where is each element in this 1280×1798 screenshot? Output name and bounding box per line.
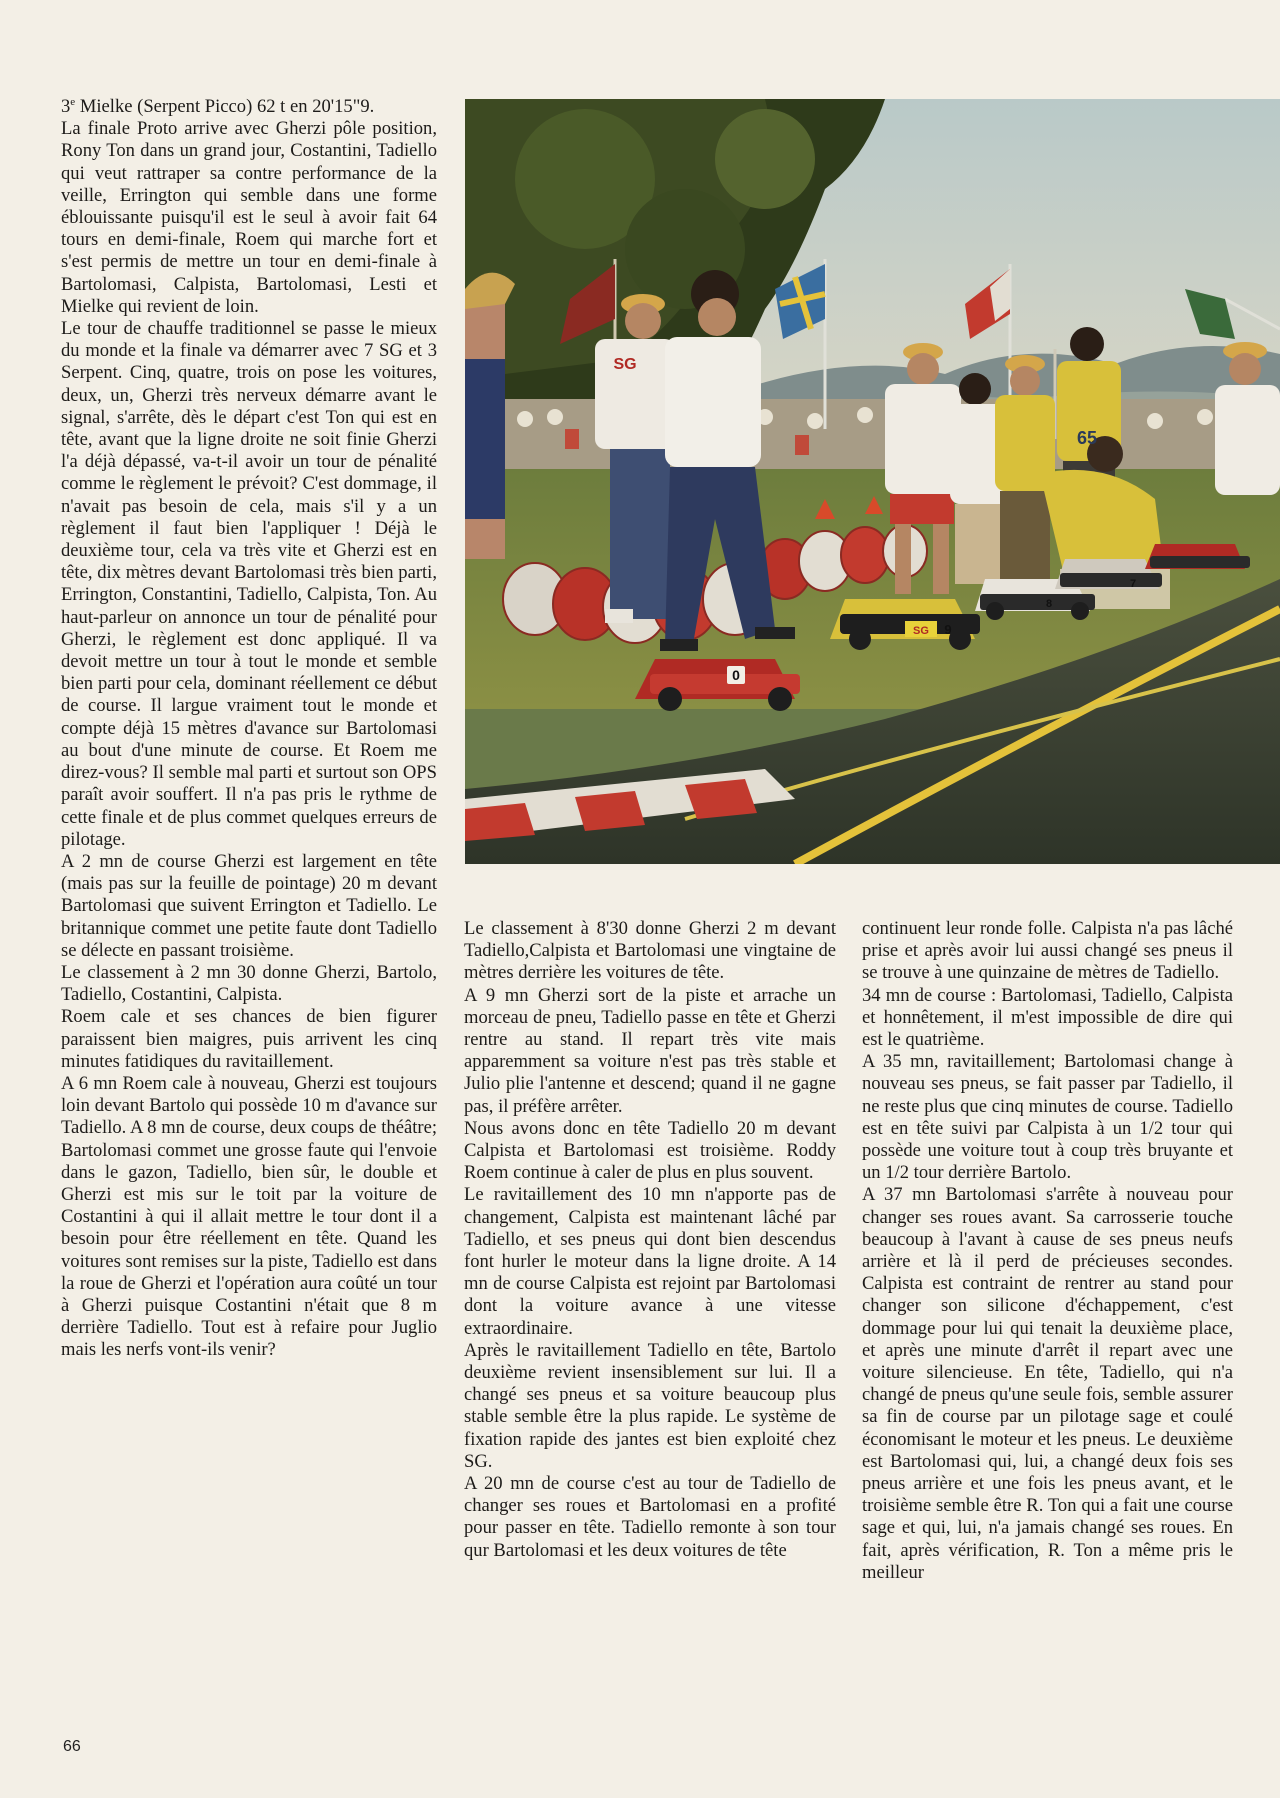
article-column-1 [61, 96, 437, 1362]
paragraph: Le tour de chauffe traditionnel se passe le mieux du monde et la finale va démarrer avec 7 SG et 3 Serpent. Cinq, quatre, trois on pose les voitures, deux, un, Gherzi très nerveux démarre avant le signal, s'arrête, dès le départ c'est Ton qui est en tête, avant que la ligne droite ne soit finie Gherzi l'a déjà dépassé, va-t-il avoir un tour de pénalité comme le règlement le prévoit? C'est dommage, il n'avait pas besoin de cela, mais s'il y a un règlement il faut bien l'appliquer ! Déjà le deuxième tour, cela va très vite et Gherzi est en tête, dix mètres devant Bartolomasi très bien parti, Errington, Constantini, Tadiello, Calpista, Ton. Au haut-parleur on annonce un tour de pénalité pour Gherzi, le règlement est donc appliqué. Il va devoit mettre un tour à tout le monde et semble bien parti pour cela, dominant réellement ce début de course. Il largue vraiment tout le monde et compte déjà 15 mètres d'avance sur Bartolomasi au bout d'une minute de course. Et Roem me direz-vous? Il semble mal parti et surtout son OPS paraît avoir souffert. Il n'a pas pris le rythme de cette finale et de plus commet quelques erreurs de pilotage. [61, 318, 437, 850]
car-number: 8 [1045, 598, 1053, 610]
paragraph: 3e Mielke (Serpent Picco) 62 t en 20'15"9. [61, 95, 375, 117]
paragraph: Nous avons donc en tête Tadiello 20 m devant Calpista et Bartolomasi est troisième. Roddy Roem continue à caler de plus en plus souvent. [464, 1117, 836, 1184]
paragraph: A 6 mn Roem cale à nouveau, Gherzi est toujours loin devant Bartolo qui possède 10 m d'avance sur Tadiello. A 8 mn de course, deux coups de théâtre; Bartolomasi commet une grosse faute qui l'envoie dans le gazon, Tadiello, bien sûr, le double et Gherzi est mis sur le toit par la voiture de Costantini à qui il allait mettre le tour dont il a besoin pour être réellement en tête. Quand les voitures sont remises sur la piste, Tadiello est dans la roue de Gherzi et l'opération aura coûté un tour à Gherzi puisque Costantini n'était que 8 m derrière Tadiello. Tout est à refaire pour Juglio mais les nerfs vont-ils venir? [61, 1072, 437, 1361]
paragraph: 34 mn de course : Bartolomasi, Tadiello, Calpista et honnêtement, il m'est impossible de dire qui est le quatrième. [862, 984, 1233, 1051]
paragraph: A 37 mn Bartolomasi s'arrête à nouveau pour changer ses roues avant. Sa carrosserie touche beaucoup à l'avant à cause de ses pneus neufs arrière et là il perd de précieuses secondes. Calpista est contraint de rentrer au stand pour changer son silicone d'échappement, c'est dommage pour lui qui tenait la deuxième place, et après une minute d'arrêt il repart avec une voiture silencieuse. En tête, Tadiello, qui n'a changé de pneus qu'une seule fois, semble assurer sa fin de course par un pilotage sage et coulé économisant le moteur et les pneus. Le deuxième est Bartolomasi qui, lui, a changé deux fois ses pneus arrière et une fois les pneus avant, et le troisième semble être R. Ton qui a fait une course sage et qui, lui, n'a jamais changé ses roues. En fait, après vérification, R. Ton a même pris le meilleur [862, 1184, 1233, 1583]
paragraph: Le classement à 8'30 donne Gherzi 2 m devant Tadiello,Calpista et Bartolomasi une vingtaine de mètres derrière les voitures de tête. [464, 918, 836, 984]
paragraph: A 35 mn, ravitaillement; Bartolomasi change à nouveau ses pneus, se fait passer par Tadiello, il ne reste plus que cinq minutes de course. Tadiello est en tête suivi par Calpista à un 1/2 tour qui possède une voiture tout à coup très bruyante et un 1/2 tour derrière Bartolo. [862, 1051, 1233, 1184]
car-number: 7 [1129, 578, 1137, 590]
article-column-3 [862, 918, 1233, 1584]
paragraph: Roem cale et ses chances de bien figurer paraissent bien maigres, puis arrivent les cinq minutes fatidiques du ravitaillement. [61, 1006, 437, 1072]
paragraph: A 9 mn Gherzi sort de la piste et arrache un morceau de pneu, Tadiello passe en tête et Gherzi rentre au stand. Il repart très vite mais apparemment sa voiture n'est pas très stable et Julio plie l'antenne et descend; quand il ne gagne pas, il préfère arrêter. [464, 984, 836, 1117]
race-photo [465, 99, 1280, 864]
paragraph: Après le ravitaillement Tadiello en tête, Bartolo deuxième revient insensiblement sur lui. Il a changé ses pneus et sa voiture beaucoup plus stable semble être la plus rapide. Le système de fixation rapide des jantes est bien exploité chez SG. [464, 1339, 836, 1472]
car-number: 0 [732, 667, 740, 683]
paragraph: A 20 mn de course c'est au tour de Tadiello de changer ses roues et Bartolomasi en a profité pour passer en tête. Tadiello remonte à son tour qur Bartolomasi et les deux voitures de tête [464, 1473, 836, 1561]
paragraph: Le classement à 2 mn 30 donne Gherzi, Bartolo, Tadiello, Costantini, Calpista. [61, 961, 437, 1006]
page-number: 66 [63, 1738, 81, 1755]
jersey-number: 65 [1076, 428, 1098, 448]
paragraph: continuent leur ronde folle. Calpista n'a pas lâché prise et après avoir lui aussi changé ses pneus il se trouve à une quinzaine de mètres de Tadiello. [862, 918, 1233, 984]
car-number: 9 [944, 622, 952, 637]
paragraph: A 2 mn de course Gherzi est largement en tête (mais pas sur la feuille de pointage) 20 m devant Bartolomasi que suivent Errington et Tadiello. Le britannique commet une petite faute dont Tadiello se délecte en passant troisième. [61, 850, 437, 961]
shirt-logo: SG [613, 356, 637, 373]
paragraph: Le ravitaillement des 10 mn n'apporte pas de changement, Calpista est maintenant lâché par Tadiello, et ses pneus qui dont bien descendus font hurler le moteur dans la ligne droite. A 14 mn de course Calpista est rejoint par Bartolomasi dont la voiture avance à une vitesse extraordinaire. [464, 1184, 836, 1339]
car-logo: SG [913, 625, 929, 637]
paragraph: La finale Proto arrive avec Gherzi pôle position, Rony Ton dans un grand jour, Costantini, Tadiello qui veut rattraper sa contre performance de la veille, Errington qui semble dans une forme éblouissante puisqu'il est le seul à avoir fait 64 tours en demi-finale, Roem qui marche fort et s'est permis de mettre un tour en demi-finale à Bartolomasi, Calpista, Bartolomasi, Lesti et Mielke qui revient de loin. [61, 118, 437, 317]
article-column-2 [464, 918, 836, 1562]
